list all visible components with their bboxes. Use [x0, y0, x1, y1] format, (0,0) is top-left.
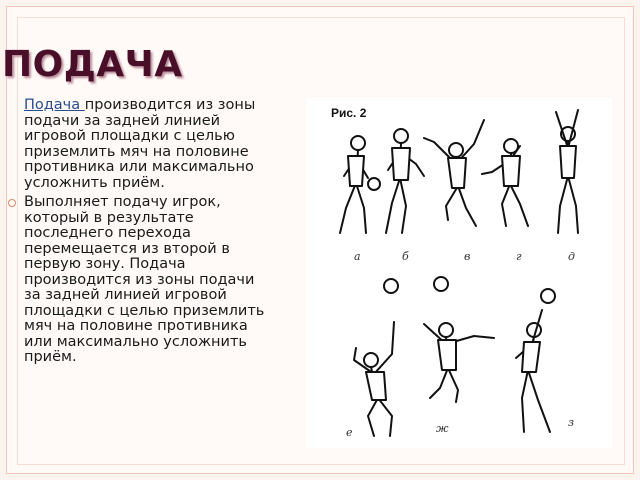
player-figure-g [482, 139, 528, 226]
player-figure-z [516, 310, 550, 432]
figure-label: Рис. 2 [331, 106, 367, 120]
letter-z: з [568, 416, 574, 429]
serve-figure [306, 98, 612, 448]
letter-v: в [464, 250, 471, 263]
bullet-icon [8, 199, 16, 207]
player-figure-a [340, 136, 380, 233]
paragraph-2-text: Выполняет подачу игрок, который в результате последнего перехода перемещается из второй в первую зону. Подача производится из зоны подачи за задней линией игровой площадки с целью приземлить мяч на половине противника или максимально усложнить приём. [24, 194, 265, 365]
player-figure-zh [424, 323, 494, 402]
letter-g: г [516, 250, 522, 263]
serve-illustration [306, 98, 612, 448]
letter-a: а [354, 250, 361, 263]
letter-zh: ж [436, 422, 449, 435]
player-figure-b [386, 129, 424, 233]
paragraph-1 [8, 98, 270, 191]
letter-b: б [402, 250, 409, 263]
paragraph-2 [8, 195, 270, 366]
player-figure-d [556, 110, 578, 233]
letter-d: д [568, 250, 575, 263]
player-figure-v [424, 120, 484, 226]
player-figure-e [354, 322, 394, 436]
paragraph-1-lead: Подача [24, 97, 85, 113]
paragraph-1-rest: производится из зоны подачи за задней линией игровой площадки с целью приземлить мяч на половине противника или максимально усложнить приём. [24, 97, 256, 191]
letter-e: е [346, 426, 353, 439]
slide-title: ПОДАЧА [2, 44, 183, 85]
slide-body [8, 98, 270, 366]
